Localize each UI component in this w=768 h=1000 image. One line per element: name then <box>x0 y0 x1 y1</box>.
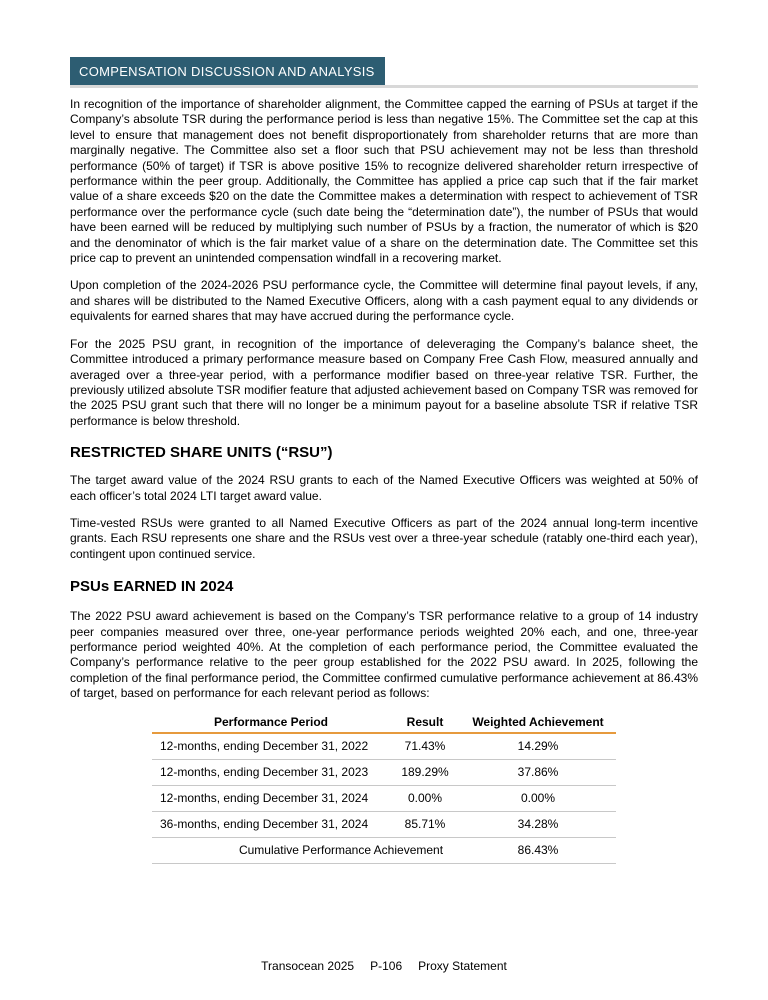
section-banner: COMPENSATION DISCUSSION AND ANALYSIS <box>70 57 385 85</box>
cell-weighted: 0.00% <box>460 785 616 811</box>
table-row <box>152 733 616 760</box>
paragraph-rsu-vesting: Time-vested RSUs were granted to all Named Executive Officers as part of the 2024 annual long-term incentive grants. Each RSU represents one share and the RSUs vest over a three-year schedule (ratably one-third each year), contingent upon continued service. <box>70 515 698 561</box>
cell-period: 36-months, ending December 31, 2024 <box>152 811 390 837</box>
column-header-weighted-achievement: Weighted Achievement <box>460 714 616 733</box>
footer-document-title: Proxy Statement <box>418 959 507 973</box>
performance-achievement-table <box>152 714 616 864</box>
footer-company: Transocean 2025 <box>261 959 355 973</box>
table-row <box>152 811 616 837</box>
cell-period: 12-months, ending December 31, 2022 <box>152 733 390 760</box>
cell-cumulative-weighted: 86.43% <box>460 837 616 863</box>
table-row-cumulative <box>152 837 616 863</box>
cell-cumulative-label: Cumulative Performance Achievement <box>152 837 460 863</box>
table-header-row <box>152 714 616 733</box>
table-row <box>152 759 616 785</box>
heading-restricted-share-units: RESTRICTED SHARE UNITS (“RSU”) <box>70 444 333 462</box>
cell-result: 71.43% <box>390 733 460 760</box>
paragraph-rsu-target-value: The target award value of the 2024 RSU grants to each of the Named Executive Officers was weighted at 50% of each officer’s total 2024 LTI target award value. <box>70 473 698 503</box>
cell-weighted: 34.28% <box>460 811 616 837</box>
page-footer <box>0 959 768 973</box>
heading-psus-earned: PSUs EARNED IN 2024 <box>70 578 234 596</box>
paragraph-2022-psu-achievement: The 2022 PSU award achievement is based on the Company’s TSR performance relative to a group of 14 industry peer companies measured over three, one-year performance periods weighted 20% each, and one, three-year performance period weighted 40%. At the completion of each performance period, the Committee evaluated the Company’s performance relative to the peer group established for the 2022 PSU award. In 2025, following the completion of the final performance period, the Committee confirmed cumulative performance achievement at 86.43% of target, based on performance for each relevant period as follows: <box>70 609 698 701</box>
column-header-result: Result <box>390 714 460 733</box>
cell-weighted: 14.29% <box>460 733 616 760</box>
cell-period: 12-months, ending December 31, 2024 <box>152 785 390 811</box>
section-banner-row <box>70 57 698 88</box>
paragraph-2025-psu-grant: For the 2025 PSU grant, in recognition of the importance of deleveraging the Company’s balance sheet, the Committee introduced a primary performance measure based on Company Free Cash Flow, measured annually and averaged over a three-year period, with a performance modifier based on three-year relative TSR. Further, the previously utilized absolute TSR modifier feature that adjusted achievement based on Company TSR was removed for the 2025 PSU grant such that there will no longer be a minimum payout for a baseline absolute TSR if relative TSR performance is below threshold. <box>70 336 698 428</box>
cell-result: 189.29% <box>390 759 460 785</box>
cell-weighted: 37.86% <box>460 759 616 785</box>
cell-result: 0.00% <box>390 785 460 811</box>
cell-result: 85.71% <box>390 811 460 837</box>
table-row <box>152 785 616 811</box>
cell-period: 12-months, ending December 31, 2023 <box>152 759 390 785</box>
footer-page-number: P-106 <box>370 959 403 973</box>
paragraph-psu-cycle: Upon completion of the 2024-2026 PSU performance cycle, the Committee will determine final payout levels, if any, and shares will be distributed to the Named Executive Officers, along with a cash payment equal to any dividends or equivalents for earned shares that may have accrued during the performance cycle. <box>70 278 698 324</box>
column-header-performance-period: Performance Period <box>152 714 390 733</box>
paragraph-psu-cap: In recognition of the importance of shareholder alignment, the Committee capped the earning of PSUs at target if the Company’s absolute TSR during the performance period is less than negative 15%. The Committee set the cap at this level to ensure that management does not benefit disproportionately from shareholder returns that are more than marginally negative. The Committee also set a floor such that PSU achievement may not be less than threshold performance (50% of target) if TSR is above positive 15% to recognize delivered shareholder return irrespective of performance within the peer group. Additionally, the Committee has applied a price cap such that if the fair market value of a share exceeds $20 on the date the Committee makes a determination with respect to achievement of TSR performance over the performance cycle (such date being the “determination date”), the number of PSUs that would have been earned will be reduced by multiplying such number of PSUs by a fraction, the numerator of which is $20 and the denominator of which is the fair market value of a share on the determination date. The Committee set this price cap to prevent an unintended compensation windfall in a recovering market. <box>70 97 698 266</box>
